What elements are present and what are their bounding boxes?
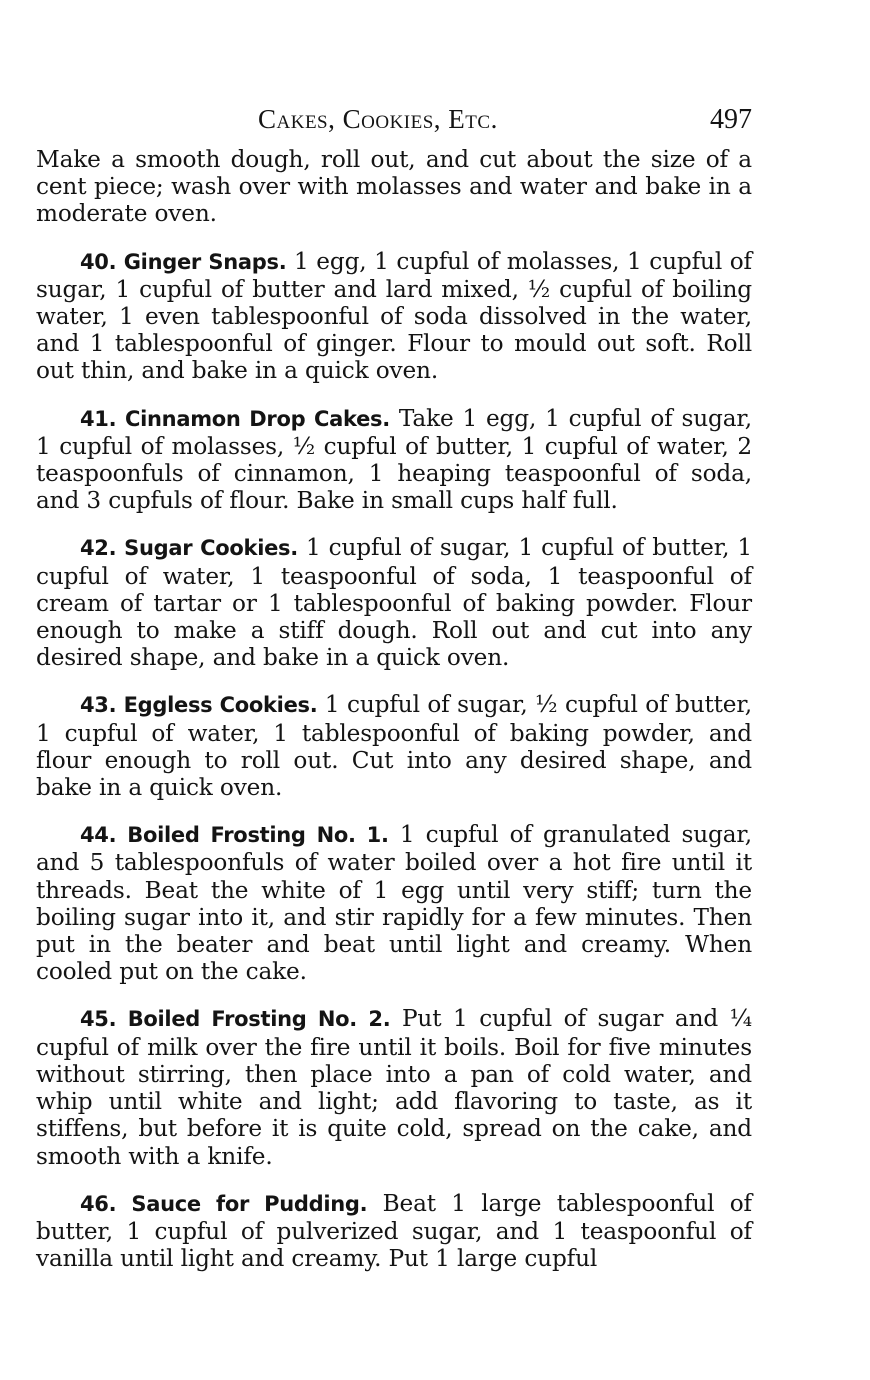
recipe-text: 1 egg, 1 cupful of molasses, 1 cupful of sugar, 1 cupful of butter and lard mixed, ½ cupful of boiling water, 1 even tablespoonful of soda dissolved in the water, and 1 tablespoonful of ginger. Flour to mould out soft. Roll out thin, and bake in a quick oven.: [36, 247, 752, 385]
recipe-heading: 46. Sauce for Pudding.: [80, 1191, 368, 1216]
recipe-text: 1 cupful of granulated sugar, and 5 tablespoonfuls of water boiled over a hot fire until it threads. Beat the white of 1 egg until very stiff; turn the boiling sugar into it, and stir rapidly for a few minutes. Then put in the beater and beat until light and creamy. When cooled put on the cake.: [36, 821, 752, 986]
continued-paragraph: Make a smooth dough, roll out, and cut about the size of a cent piece; wash over with molasses and water and bake in a moderate oven.: [36, 146, 752, 228]
running-title: Cakes, Cookies, Etc.: [258, 104, 498, 134]
page-number: 497: [710, 104, 752, 135]
recipe-heading: 43. Eggless Cookies.: [80, 693, 318, 718]
book-page: [36, 104, 752, 1292]
recipe-text: Beat 1 large tablespoonful of butter, 1 cupful of pulverized sugar, and 1 teaspoonful of vanilla until light and creamy. Put 1 large cupful: [36, 1189, 752, 1273]
recipe-43: [36, 691, 752, 801]
recipe-40: [36, 248, 752, 385]
recipe-44: [36, 821, 752, 985]
recipe-text: Take 1 egg, 1 cupful of sugar, 1 cupful of molasses, ½ cupful of butter, 1 cupful of water, 2 teaspoonfuls of cinnamon, 1 heaping teaspoonful of soda, and 3 cupfuls of flour. Bake in small cups half full.: [36, 404, 752, 515]
recipe-42: [36, 534, 752, 671]
recipe-text: Put 1 cupful of sugar and ¼ cupful of milk over the fire until it boils. Boil for five minutes without stirring, then place into a pan of cold water, and whip until white and light; add flavoring to taste, as it stiffens, but before it is quite cold, spread on the cake, and smooth with a knife.: [36, 1005, 752, 1170]
recipe-heading: 41. Cinnamon Drop Cakes.: [80, 406, 390, 431]
recipe-46: [36, 1190, 752, 1273]
recipe-heading: 45. Boiled Frosting No. 2.: [80, 1007, 391, 1032]
recipe-text: 1 cupful of sugar, ½ cupful of butter, 1 cupful of water, 1 tablespoonful of baking powder, and flour enough to roll out. Cut into any desired shape, and bake in a quick oven.: [36, 691, 752, 802]
recipe-41: [36, 405, 752, 515]
recipe-heading: 42. Sugar Cookies.: [80, 536, 298, 561]
running-header: [36, 104, 752, 146]
recipe-text: 1 cupful of sugar, 1 cupful of butter, 1 cupful of water, 1 teaspoonful of soda, 1 teaspoonful of cream of tartar or 1 tablespoonful of baking powder. Flour enough to make a stiff dough. Roll out and cut into any desired shape, and bake in a quick oven.: [36, 534, 752, 672]
recipe-45: [36, 1005, 752, 1169]
recipe-heading: 44. Boiled Frosting No. 1.: [80, 823, 389, 848]
recipe-heading: 40. Ginger Snaps.: [80, 249, 287, 274]
